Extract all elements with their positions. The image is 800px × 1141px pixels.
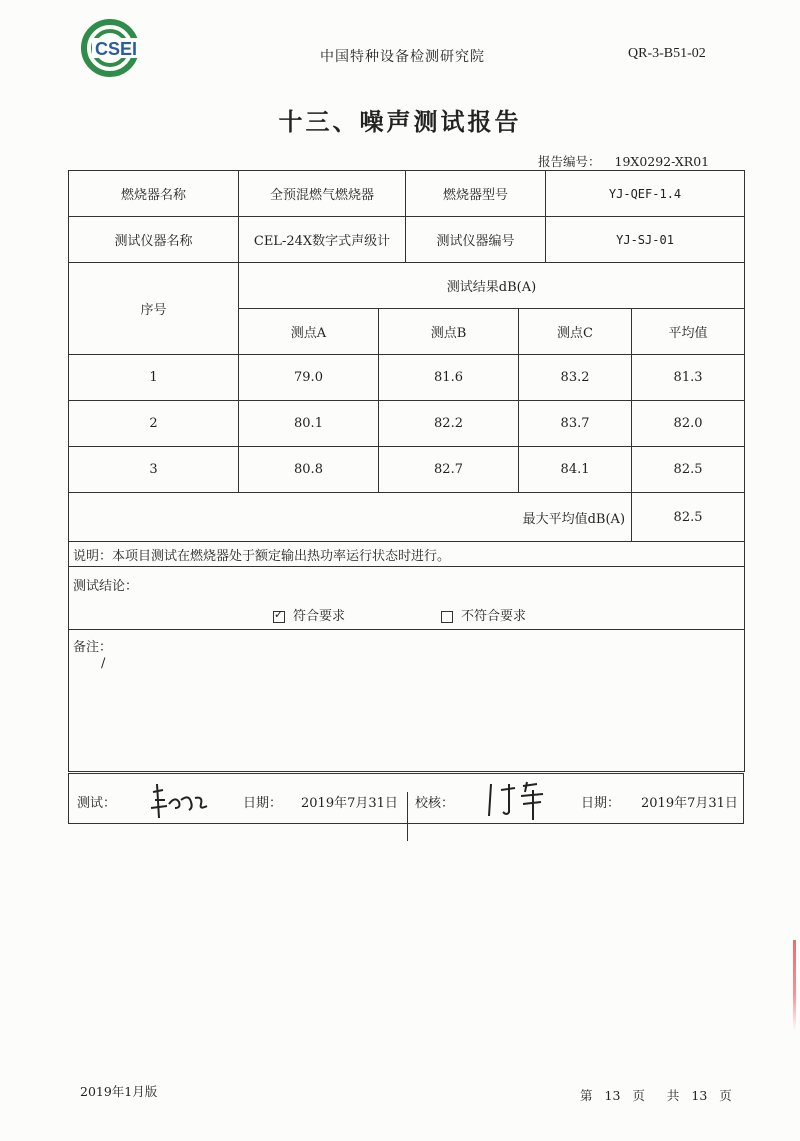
version-label: 2019年1月版 (80, 1084, 158, 1099)
option-fail (441, 605, 526, 624)
test-note: 说明：本项目测试在燃烧器处于额定输出热功率运行状态时进行。 (69, 542, 745, 567)
instrument-name-value: CEL-24X数字式声级计 (239, 217, 406, 263)
column-header-b: 测点B (379, 309, 519, 355)
form-code: QR-3-B51-02 (628, 46, 706, 61)
tester-signature (145, 778, 215, 822)
conclusion-label: 测试结论： (73, 579, 139, 594)
page-indicator (580, 1086, 732, 1104)
checked-checkbox-icon (273, 611, 285, 623)
cell-a: 80.1 (239, 401, 379, 447)
burner-model-value: YJ-QEF-1.4 (546, 171, 745, 217)
burner-name-label: 燃烧器名称 (69, 171, 239, 217)
cell-c: 84.1 (519, 447, 632, 493)
row-seq: 3 (69, 447, 239, 493)
row-seq: 2 (69, 401, 239, 447)
table-row (69, 401, 745, 447)
organization-name: 中国特种设备检测研究院 (320, 49, 485, 65)
option-pass (273, 605, 345, 624)
remarks-section (69, 630, 745, 772)
signature-row (68, 773, 744, 824)
row-seq: 1 (69, 355, 239, 401)
result-group-header: 测试结果dB(A) (239, 263, 745, 309)
logo-text: CSEI (95, 39, 138, 59)
seq-header: 序号 (69, 263, 239, 355)
cell-a: 79.0 (239, 355, 379, 401)
page-title: 十三、噪声测试报告 (278, 107, 522, 136)
total-prefix: 共 (666, 1088, 680, 1103)
remarks-label: 备注： (73, 640, 113, 655)
cell-b: 82.7 (379, 447, 519, 493)
cell-c: 83.2 (519, 355, 632, 401)
total-pages: 13 (691, 1088, 708, 1103)
tester-label: 测试： (77, 796, 117, 811)
csei-logo (80, 18, 160, 80)
table-row (69, 355, 745, 401)
report-number (538, 152, 709, 170)
edge-mark (793, 940, 796, 1030)
cell-a: 80.8 (239, 447, 379, 493)
noise-test-table (68, 170, 745, 772)
reviewer-signature (483, 776, 549, 822)
column-header-a: 测点A (239, 309, 379, 355)
page-number: 13 (604, 1088, 621, 1103)
date-label-1: 日期： (243, 796, 283, 811)
cell-b: 82.2 (379, 401, 519, 447)
total-suffix: 页 (719, 1088, 732, 1103)
cell-avg: 82.5 (632, 447, 745, 493)
option-pass-label: 符合要求 (293, 609, 346, 624)
document-header (0, 0, 800, 100)
instrument-name-label: 测试仪器名称 (69, 217, 239, 263)
date-label-2: 日期： (581, 796, 621, 811)
burner-name-value: 全预混燃气燃烧器 (239, 171, 406, 217)
cell-c: 83.7 (519, 401, 632, 447)
cell-avg: 81.3 (632, 355, 745, 401)
unchecked-checkbox-icon (441, 611, 453, 623)
date-value-2: 2019年7月31日 (641, 796, 738, 811)
option-fail-label: 不符合要求 (461, 609, 527, 624)
page-prefix: 第 (580, 1088, 593, 1103)
conclusion-section (69, 567, 745, 630)
max-average-label: 最大平均值dB(A) (69, 493, 632, 542)
cell-b: 81.6 (379, 355, 519, 401)
max-average-value: 82.5 (632, 493, 745, 542)
report-number-label: 报告编号： (538, 154, 601, 169)
instrument-no-label: 测试仪器编号 (406, 217, 546, 263)
date-value-1: 2019年7月31日 (301, 796, 398, 811)
cell-avg: 82.0 (632, 401, 745, 447)
reviewer-label: 校核： (415, 796, 455, 811)
remarks-content: / (101, 656, 106, 671)
column-header-avg: 平均值 (632, 309, 745, 355)
column-header-c: 测点C (519, 309, 632, 355)
instrument-no-value: YJ-SJ-01 (546, 217, 745, 263)
table-row (69, 447, 745, 493)
report-number-value: 19X0292-XR01 (614, 154, 710, 169)
burner-model-label: 燃烧器型号 (406, 171, 546, 217)
page-mid: 页 (632, 1088, 645, 1103)
